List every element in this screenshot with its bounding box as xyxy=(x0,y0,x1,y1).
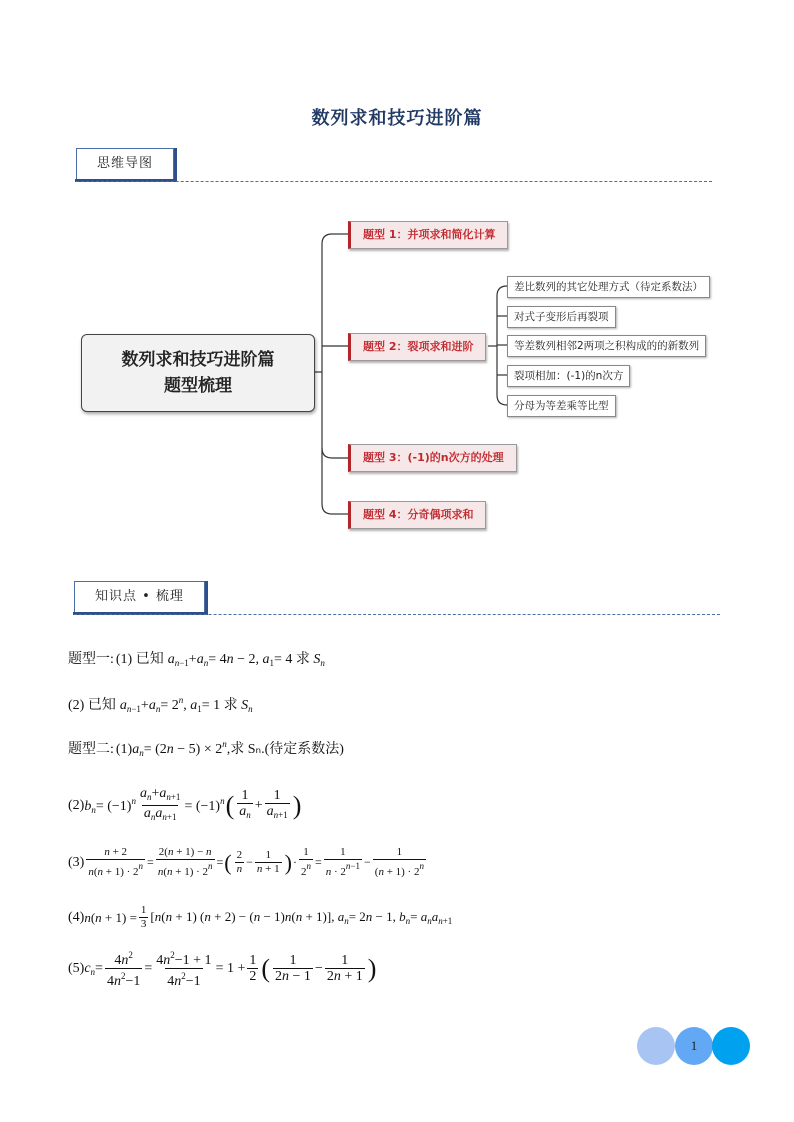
formula-p5-label: (5) xyxy=(68,960,85,976)
mindmap-root xyxy=(81,334,315,412)
section-tab-knowledge: 知识点 • 梳理 xyxy=(74,581,205,612)
formula-type2-part2: (2) $b_n= (-1)^n$ $\frac{a_n+a_{n+1}}{a_na_{n+1}}$ = $(-1)^n$ ( $\frac{1}{a_n}$ + $\frac{1}{a_{n+1}}$ ) xyxy=(68,786,302,825)
formula-type2-part4: (4) n(n + 1) = $\frac{1}{3}$ [n(n + 1) (n + 2) − (n − 1)n(n + 1)], $a_n= 2n - 1$, $b_n= a_na_{n+1}$ xyxy=(68,904,453,930)
mindmap-type-2: 题型 2：裂项求和进阶 xyxy=(348,333,486,361)
mindmap-type-1: 题型 1：并项求和简化计算 xyxy=(348,221,508,249)
formula-p3-label: (3) xyxy=(68,854,85,870)
formula-p4-label: (4) xyxy=(68,909,85,925)
formula-type1-part2: (2) 已知 $a_{n-1}+a_n= 2^n$, $a_1= 1$ 求 $S_n$ xyxy=(68,695,253,714)
page-badge-circle-right xyxy=(712,1027,750,1065)
formula-type1-part2-intro: (2) 已知 xyxy=(68,698,116,713)
mindmap-type2-item-5: 分母为等差乘等比型 xyxy=(507,395,616,417)
mindmap-type2-item-2: 对式子变形后再裂项 xyxy=(507,306,616,328)
formula-type2-label: 题型二: xyxy=(68,742,114,757)
mindmap-root-title: 数列求和技巧进阶篇 xyxy=(121,350,275,370)
formula-type2-part3: (3) $\frac{n + 2}{n(n + 1) \cdot 2^n}$ = $\frac{2(n + 1) - n}{n(n + 1) \cdot 2^n}$ = ( $\frac{2}{n}$ − $\frac{1}{n + 1}$ ) · $\frac{1}{2^n}$ = $\frac{1}{n \cdot 2^{n-1}}$ − $\frac{1}{(n + 1) \cdot 2^n}$ xyxy=(68,846,424,878)
mindmap-root-subtitle: 题型梳理 xyxy=(164,376,232,396)
mindmap-type-4: 题型 4：分奇偶项求和 xyxy=(348,501,486,529)
section-divider-knowledge xyxy=(74,614,720,615)
page-badge-circle-left xyxy=(637,1027,675,1065)
formula-type2-tail: ,求 Sₙ.(待定系数法) xyxy=(226,742,344,757)
document-title: 数列求和技巧进阶篇 xyxy=(311,108,483,129)
section-tab-mindmap: 思维导图 xyxy=(76,148,174,179)
mindmap-type2-item-4: 裂项相加：(-1)的n次方 xyxy=(507,365,630,387)
formula-type2-part5: (5) $c_n=$ $\frac{4n^2}{4n^2-1}$ = $\frac{4n^2-1 + 1}{4n^2-1}$ = 1 + $\frac{1}{2}$ ( $\frac{1}{2n - 1}$ − $\frac{1}{2n + 1}$ ) xyxy=(68,950,377,989)
mindmap-type2-item-3: 等差数列相邻2两项之积构成的的新数列 xyxy=(507,335,706,357)
formula-type2-part1: 题型二: $(1)a_n= (2n - 5) \times 2^n$ ,求 Sₙ.(待定系数法) xyxy=(68,738,344,758)
mindmap-type-3: 题型 3：(-1)的n次方的处理 xyxy=(348,444,517,472)
formula-type1-label: 题型一: xyxy=(68,652,114,667)
mindmap-type2-item-1: 差比数列的其它处理方式（待定系数法） xyxy=(507,276,710,298)
formula-type1-part1: 题型一: (1) 已知 $a_{n-1}+a_n= 4n - 2$, $a_1= 4$ 求 $S_n$ xyxy=(68,648,325,668)
page-number: 1 xyxy=(690,1038,698,1053)
formula-type1-intro: (1) 已知 xyxy=(115,652,164,667)
formula-p2-label: (2) xyxy=(68,797,85,813)
